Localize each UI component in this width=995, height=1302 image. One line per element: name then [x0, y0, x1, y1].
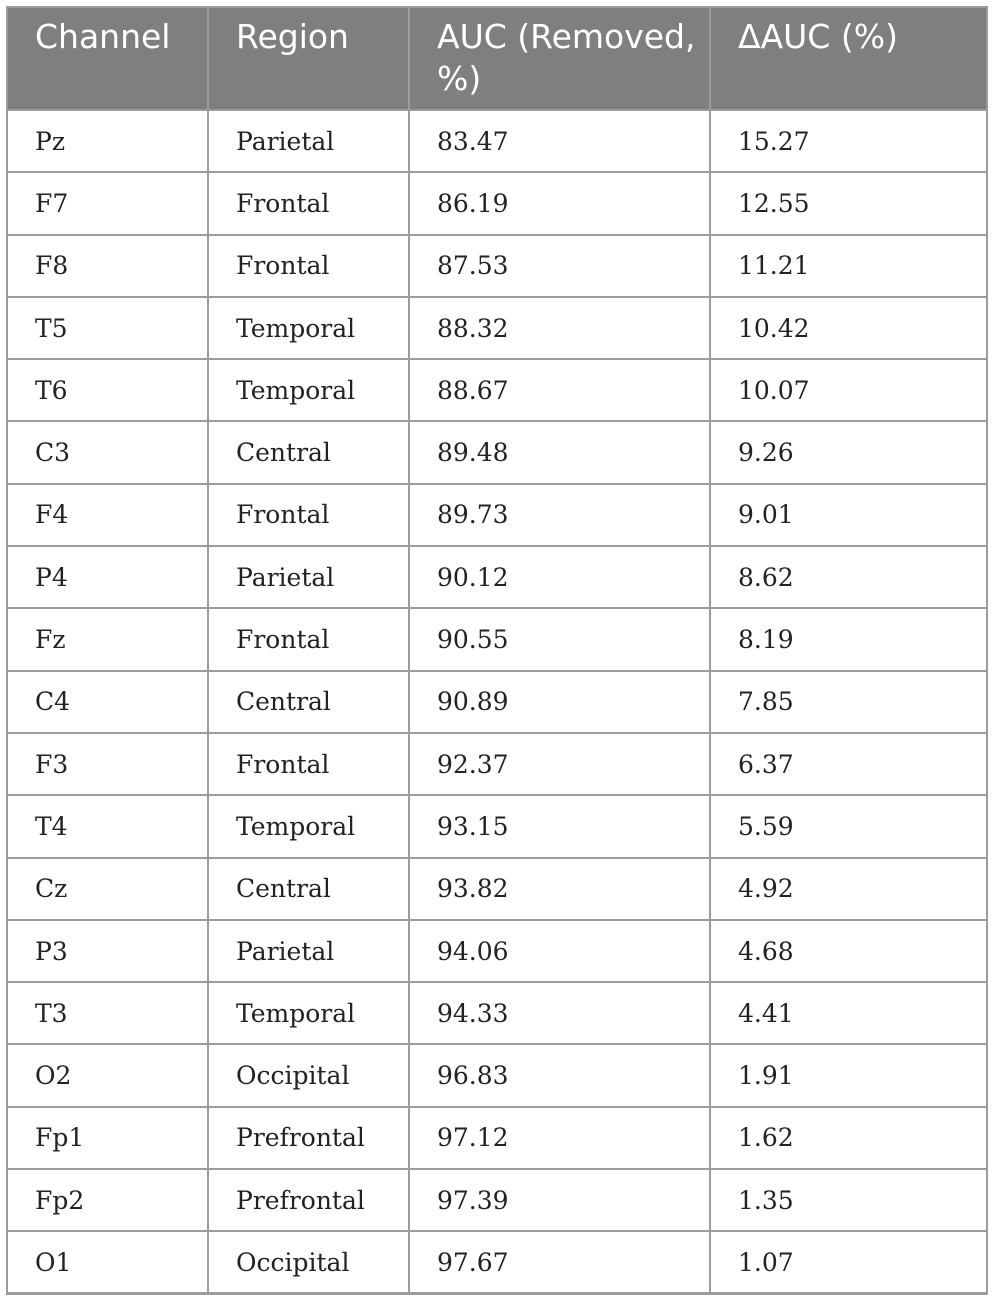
cell-auc-removed: 92.37: [409, 733, 710, 795]
cell-region: Occipital: [208, 1044, 409, 1106]
cell-region: Prefrontal: [208, 1169, 409, 1231]
cell-channel: Pz: [7, 110, 208, 172]
cell-delta-auc: 6.37: [710, 733, 987, 795]
cell-delta-auc: 8.62: [710, 546, 987, 608]
cell-region: Temporal: [208, 795, 409, 857]
cell-region: Central: [208, 858, 409, 920]
cell-channel: T5: [7, 297, 208, 359]
channel-auc-table-container: [6, 6, 986, 1295]
cell-auc-removed: 97.12: [409, 1107, 710, 1169]
table-row: [7, 172, 987, 234]
table-header: [7, 7, 987, 110]
header-channel: Channel: [7, 7, 208, 110]
table-row: [7, 858, 987, 920]
cell-channel: Fz: [7, 608, 208, 670]
table-row: [7, 608, 987, 670]
cell-channel: C3: [7, 421, 208, 483]
cell-region: Frontal: [208, 484, 409, 546]
cell-auc-removed: 94.06: [409, 920, 710, 982]
cell-auc-removed: 88.67: [409, 359, 710, 421]
cell-auc-removed: 90.89: [409, 671, 710, 733]
cell-channel: F8: [7, 235, 208, 297]
cell-region: Frontal: [208, 172, 409, 234]
cell-channel: O1: [7, 1231, 208, 1293]
cell-region: Parietal: [208, 546, 409, 608]
cell-delta-auc: 15.27: [710, 110, 987, 172]
table-row: [7, 920, 987, 982]
cell-auc-removed: 97.67: [409, 1231, 710, 1293]
cell-channel: F7: [7, 172, 208, 234]
table-row: [7, 546, 987, 608]
cell-channel: P3: [7, 920, 208, 982]
cell-auc-removed: 83.47: [409, 110, 710, 172]
cell-region: Temporal: [208, 297, 409, 359]
table-row: [7, 235, 987, 297]
table-row: [7, 1044, 987, 1106]
channel-auc-table: [6, 6, 988, 1295]
cell-channel: C4: [7, 671, 208, 733]
table-row: [7, 733, 987, 795]
cell-region: Occipital: [208, 1231, 409, 1293]
cell-region: Parietal: [208, 110, 409, 172]
cell-region: Frontal: [208, 608, 409, 670]
header-delta-auc: ΔAUC (%): [710, 7, 987, 110]
cell-auc-removed: 90.55: [409, 608, 710, 670]
cell-delta-auc: 1.07: [710, 1231, 987, 1293]
cell-delta-auc: 9.26: [710, 421, 987, 483]
cell-delta-auc: 11.21: [710, 235, 987, 297]
cell-channel: Fp2: [7, 1169, 208, 1231]
table-row: [7, 421, 987, 483]
cell-auc-removed: 97.39: [409, 1169, 710, 1231]
cell-auc-removed: 93.82: [409, 858, 710, 920]
cell-auc-removed: 93.15: [409, 795, 710, 857]
cell-channel: Fp1: [7, 1107, 208, 1169]
cell-delta-auc: 5.59: [710, 795, 987, 857]
cell-auc-removed: 90.12: [409, 546, 710, 608]
cell-region: Prefrontal: [208, 1107, 409, 1169]
cell-delta-auc: 1.91: [710, 1044, 987, 1106]
table-row: [7, 795, 987, 857]
table-row: [7, 484, 987, 546]
cell-auc-removed: 89.48: [409, 421, 710, 483]
cell-region: Frontal: [208, 733, 409, 795]
cell-region: Parietal: [208, 920, 409, 982]
cell-auc-removed: 87.53: [409, 235, 710, 297]
cell-delta-auc: 12.55: [710, 172, 987, 234]
cell-delta-auc: 4.41: [710, 982, 987, 1044]
cell-channel: T6: [7, 359, 208, 421]
cell-delta-auc: 10.07: [710, 359, 987, 421]
cell-channel: T3: [7, 982, 208, 1044]
cell-auc-removed: 88.32: [409, 297, 710, 359]
cell-channel: T4: [7, 795, 208, 857]
table-row: [7, 1169, 987, 1231]
table-row: [7, 982, 987, 1044]
table-row: [7, 1231, 987, 1293]
table-body: [7, 110, 987, 1294]
cell-region: Temporal: [208, 359, 409, 421]
header-region: Region: [208, 7, 409, 110]
cell-delta-auc: 1.62: [710, 1107, 987, 1169]
cell-delta-auc: 10.42: [710, 297, 987, 359]
cell-channel: F4: [7, 484, 208, 546]
cell-region: Temporal: [208, 982, 409, 1044]
table-row: [7, 359, 987, 421]
table-row: [7, 1107, 987, 1169]
cell-channel: F3: [7, 733, 208, 795]
header-auc-removed: AUC (Removed, %): [409, 7, 710, 110]
cell-channel: P4: [7, 546, 208, 608]
cell-delta-auc: 4.92: [710, 858, 987, 920]
cell-region: Frontal: [208, 235, 409, 297]
cell-auc-removed: 94.33: [409, 982, 710, 1044]
cell-delta-auc: 9.01: [710, 484, 987, 546]
cell-auc-removed: 89.73: [409, 484, 710, 546]
cell-channel: Cz: [7, 858, 208, 920]
cell-delta-auc: 4.68: [710, 920, 987, 982]
cell-delta-auc: 8.19: [710, 608, 987, 670]
cell-region: Central: [208, 421, 409, 483]
cell-delta-auc: 1.35: [710, 1169, 987, 1231]
table-row: [7, 110, 987, 172]
table-row: [7, 297, 987, 359]
cell-channel: O2: [7, 1044, 208, 1106]
cell-delta-auc: 7.85: [710, 671, 987, 733]
header-row: [7, 7, 987, 110]
table-row: [7, 671, 987, 733]
cell-region: Central: [208, 671, 409, 733]
cell-auc-removed: 96.83: [409, 1044, 710, 1106]
cell-auc-removed: 86.19: [409, 172, 710, 234]
